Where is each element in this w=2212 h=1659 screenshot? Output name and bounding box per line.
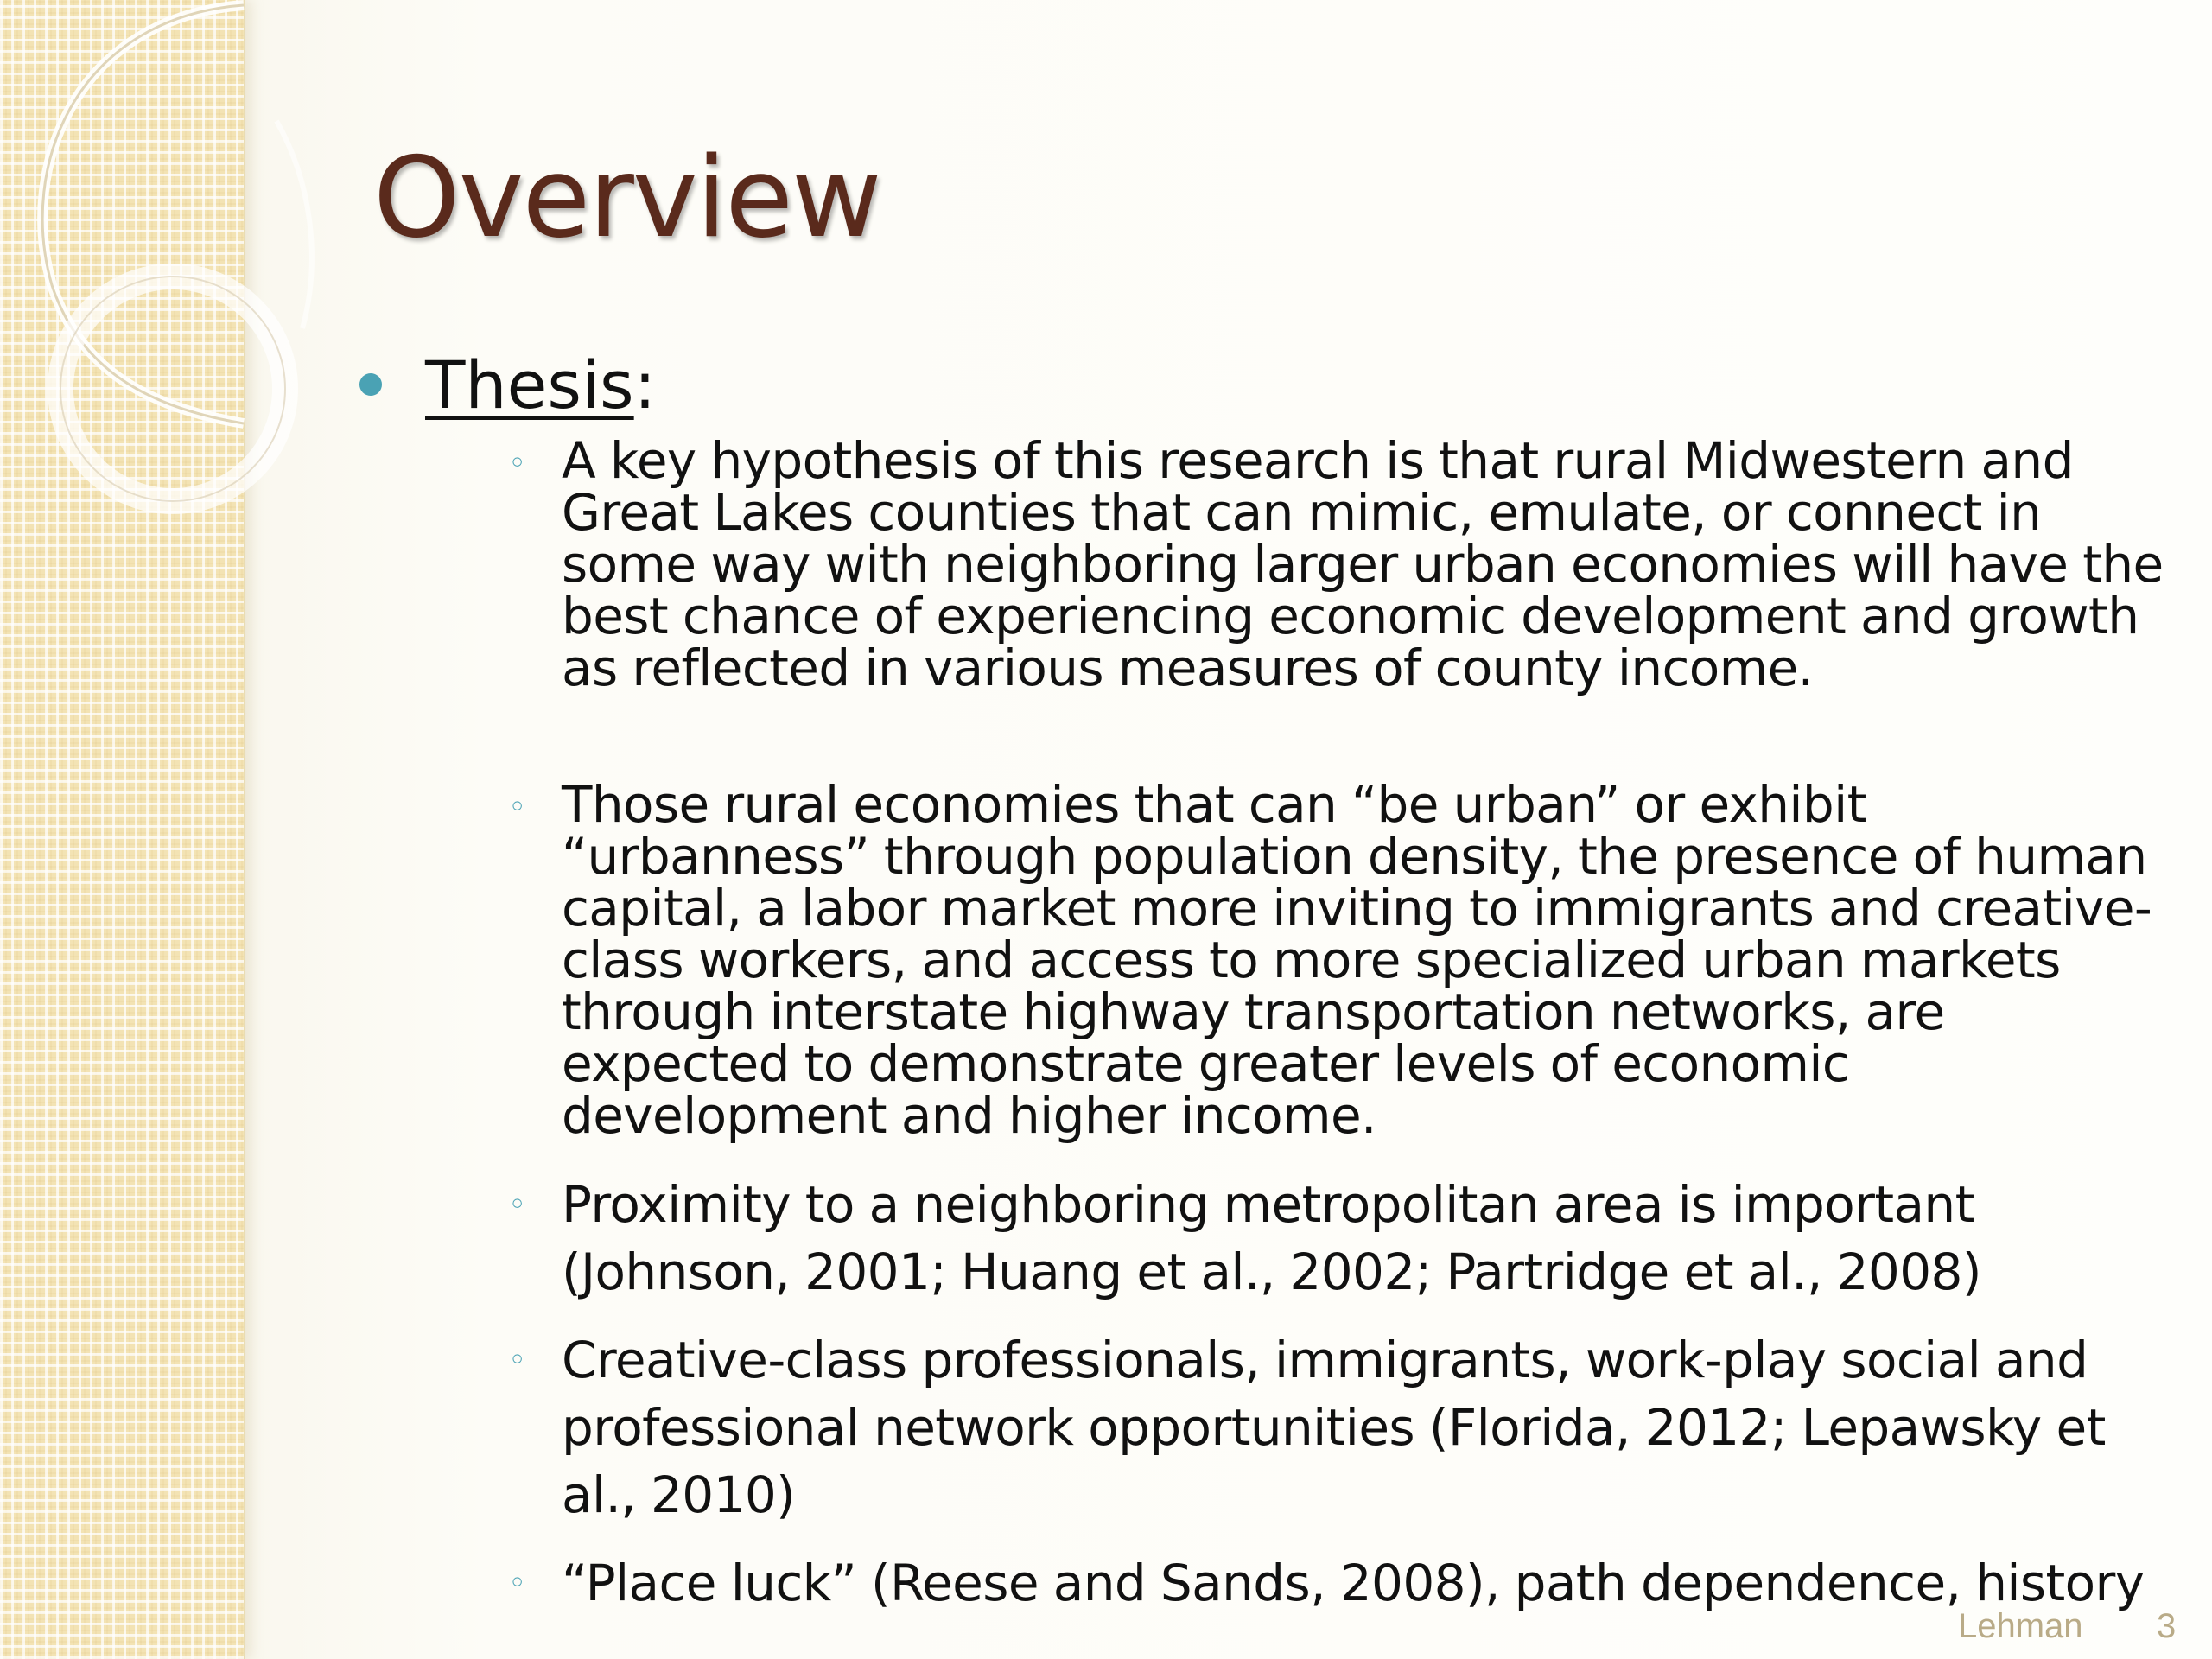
list-item-urbanness: [425, 775, 2186, 1146]
list-item-text: Those rural economies that can “be urban” or exhibit “urbanness” through population density, the presence of human capital, a labor market more inviting to immigrants and creative-class workers, and access to more specialized urban markets through interstate highway transportation networks, are expected to demonstrate greater levels of economic development and higher income.: [562, 775, 2152, 1146]
list-item-proximity: [425, 1171, 2186, 1306]
list-item-text: “Place luck” (Reese and Sands, 2008), path dependence, history: [562, 1554, 2145, 1613]
slide-number: 3: [2157, 1607, 2177, 1645]
bullet-dot-icon: [359, 373, 382, 396]
list-item-place-luck: [425, 1549, 2186, 1617]
footer-author: Lehman: [1958, 1607, 2083, 1645]
thesis-colon: :: [633, 346, 657, 423]
thesis-label: Thesis: [425, 346, 634, 423]
thesis-sub-list: [425, 431, 2186, 1617]
list-item-text: Proximity to a neighboring metropolitan area is important (Johnson, 2001; Huang et al., 2002; Partridge et al., 2008): [562, 1175, 1981, 1302]
list-item-text: Creative-class professionals, immigrants, work-play social and professional network opportunities (Florida, 2012; Lepawsky et al., 2010): [562, 1331, 2106, 1525]
slide-content: [354, 346, 2186, 1617]
hollow-bullet-icon: ◦: [508, 1343, 526, 1379]
list-item-text: A key hypothesis of this research is that rural Midwestern and Great Lakes counties that can mimic, emulate, or connect in some way with neighboring larger urban economies will have the best chance of experiencing economic development and growth as reflected in various measures of county income.: [562, 431, 2164, 698]
list-item-hypothesis: [425, 431, 2186, 698]
hollow-bullet-icon: ◦: [508, 1566, 526, 1602]
slide-title: Overview: [373, 134, 880, 263]
hollow-bullet-icon: ◦: [508, 446, 526, 482]
list-item-creative-class: [425, 1326, 2186, 1529]
hollow-bullet-icon: ◦: [508, 790, 526, 826]
thesis-bullet: [354, 346, 2186, 1617]
hollow-bullet-icon: ◦: [508, 1187, 526, 1224]
